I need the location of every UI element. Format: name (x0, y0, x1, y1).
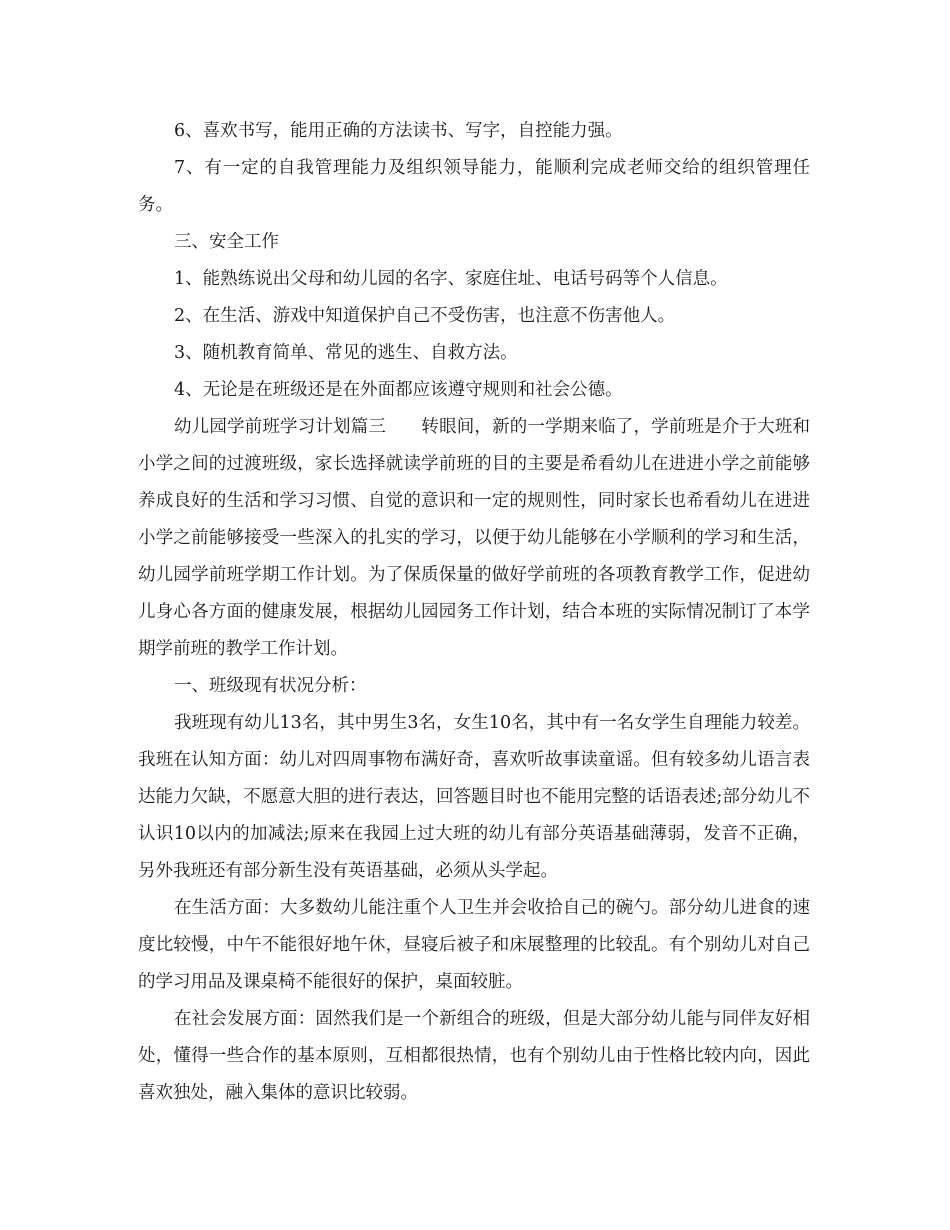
paragraph-safety-2: 2、在生活、游戏中知道保护自己不受伤害，也注意不伤害他人。 (174, 306, 676, 326)
paragraph-plan-intro: 幼儿园学前班学习计划篇三 转眼间，新的一学期来临了，学前班是介于大班和小学之间的过渡班级，家长选择就读学前班的目的主要是希看幼儿在进进小学之前能够养成良好的生活和学习习惯、自觉的意识和一定的规则性，同时家长也希看幼儿在进进小学之前能够接受一些深入的扎实的学习，以便于幼儿能够在小学顺利的学习和生活，幼儿园学前班学期工作计划。为了保质保量的做好学前班的各项教育教学工作，促进幼儿身心各方面的健康发展，根据幼儿园园务工作计划，结合本班的实际情况制订了本学期学前班的教学工作计划。 (138, 417, 810, 659)
paragraph-safety-3: 3、随机教育简单、常见的逃生、自救方法。 (174, 343, 518, 363)
paragraph-life: 在生活方面：大多数幼儿能注重个人卫生并会收拾自己的碗勺。部分幼儿进食的速度比较慢，中午不能很好地午休，昼寝后被子和床展整理的比较乱。有个别幼儿对自己的学习用品及课桌椅不能很好的保护，桌面较脏。 (138, 898, 810, 992)
section-heading-class-analysis: 一、班级现有状况分析： (174, 676, 367, 696)
paragraph-item-6: 6、喜欢书写，能用正确的方法读书、写字，自控能力强。 (174, 121, 623, 141)
paragraph-safety-1: 1、能熟练说出父母和幼儿园的名字、家庭住址、电话号码等个人信息。 (174, 269, 728, 289)
section-heading-safety: 三、安全工作 (174, 232, 279, 252)
document-body (138, 113, 810, 1112)
paragraph-cognition: 我班现有幼儿13名，其中男生3名，女生10名，其中有一名女学生自理能力较差。我班在认知方面：幼儿对四周事物布满好奇，喜欢听故事读童谣。但有较多幼儿语言表达能力欠缺，不愿意大胆的进行表达，回答题目时也不能用完整的话语表述;部分幼儿不认识10以内的加减法;原来在我园上过大班的幼儿有部分英语基础薄弱，发音不正确，另外我班还有部分新生没有英语基础，必须从头学起。 (138, 713, 810, 881)
paragraph-safety-4: 4、无论是在班级还是在外面都应该遵守规则和社会公德。 (174, 380, 623, 400)
paragraph-social: 在社会发展方面：固然我们是一个新组合的班级，但是大部分幼儿能与同伴友好相处，懂得一些合作的基本原则，互相都很热情，也有个别幼儿由于性格比较内向，因此喜欢独处，融入集体的意识比较弱。 (138, 1009, 810, 1103)
paragraph-item-7: 7、有一定的自我管理能力及组织领导能力，能顺利完成老师交给的组织管理任务。 (138, 158, 810, 215)
